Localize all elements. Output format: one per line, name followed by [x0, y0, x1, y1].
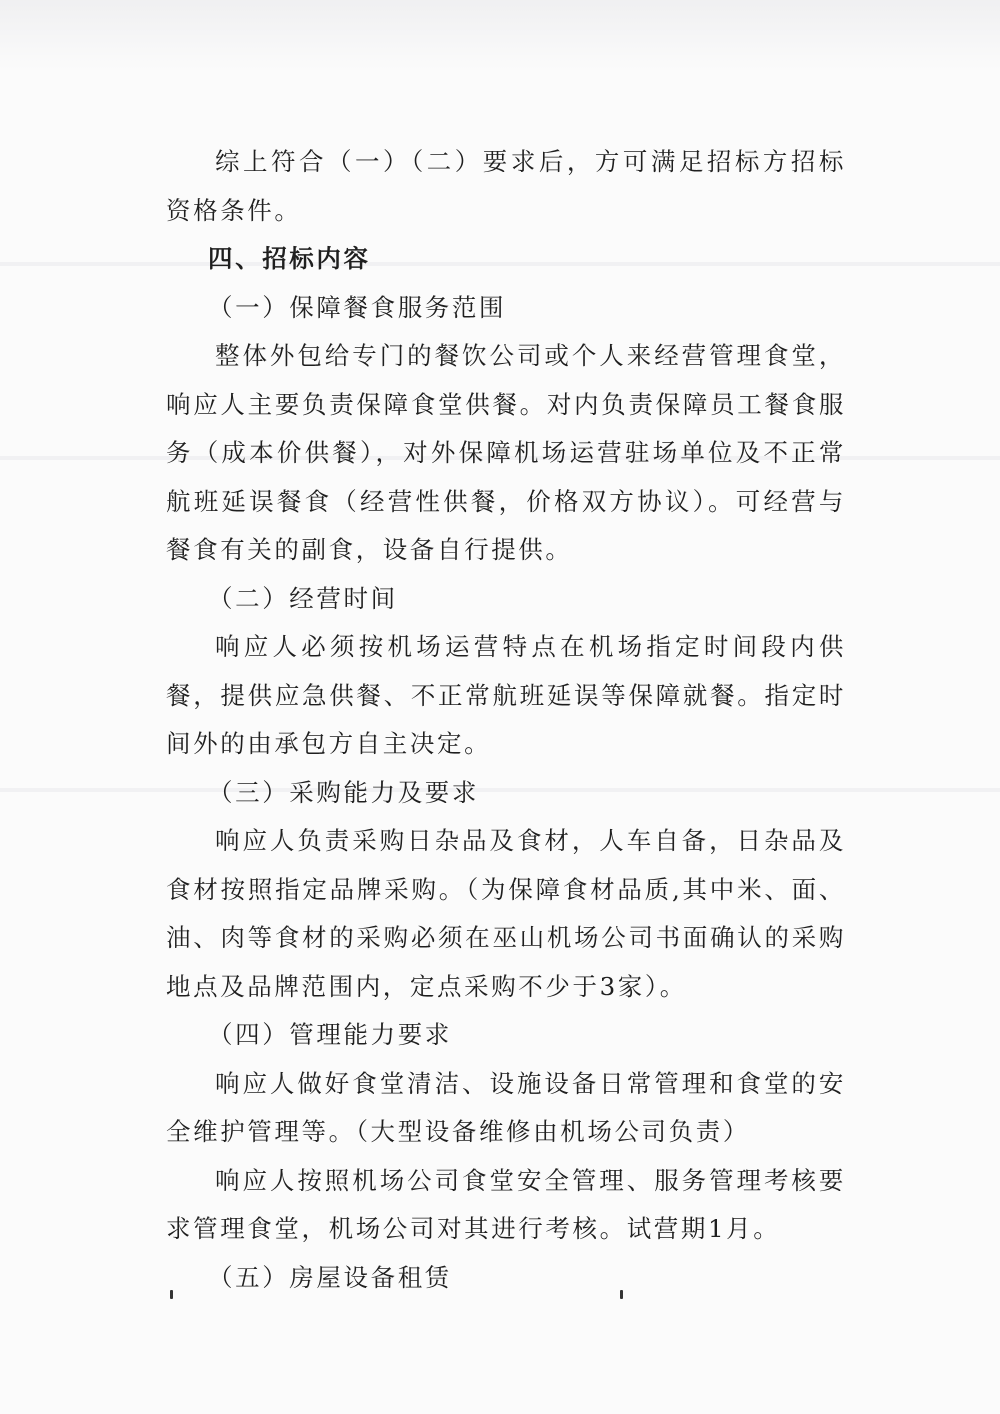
paragraph: 响应人负责采购日杂品及食材，人车自备，日杂品及食材按照指定品牌采购。（为保障食材品质,其中米、面、油、肉等食材的采购必须在巫山机场公司书面确认的采购地点及品牌范围内，定点采购不少于3家）。 — [166, 826, 846, 1001]
subsection-heading: （一）保障餐食服务范围 — [208, 292, 507, 322]
scan-shadow — [0, 0, 1000, 70]
document-body — [166, 138, 846, 1302]
intro-paragraph: 综上符合（一）（二）要求后，方可满足招标方招标资格条件。 — [166, 147, 846, 225]
subsection-heading: （三）采购能力及要求 — [208, 777, 479, 807]
subsection-heading: （二）经营时间 — [208, 583, 398, 613]
binding-mark — [170, 1290, 173, 1299]
paragraph: 响应人按照机场公司食堂安全管理、服务管理考核要求管理食堂，机场公司对其进行考核。试营期1月。 — [166, 1165, 846, 1243]
paragraph: 整体外包给专门的餐饮公司或个人来经营管理食堂，响应人主要负责保障食堂供餐。对内负责保障员工餐食服务（成本价供餐），对外保障机场运营驻场单位及不正常航班延误餐食（经营性供餐，价格双方协议）。可经营与餐食有关的副食，设备自行提供。 — [166, 341, 846, 564]
section-heading: 四、招标内容 — [208, 244, 371, 273]
paragraph: 响应人必须按机场运营特点在机场指定时间段内供餐，提供应急供餐、不正常航班延误等保障就餐。指定时间外的由承包方自主决定。 — [166, 632, 846, 758]
paragraph: 响应人做好食堂清洁、设施设备日常管理和食堂的安全维护管理等。（大型设备维修由机场公司负责） — [166, 1068, 846, 1146]
binding-mark — [620, 1290, 623, 1299]
subsection-heading: （五）房屋设备租赁 — [208, 1262, 452, 1292]
subsection-heading: （四）管理能力要求 — [208, 1020, 452, 1049]
